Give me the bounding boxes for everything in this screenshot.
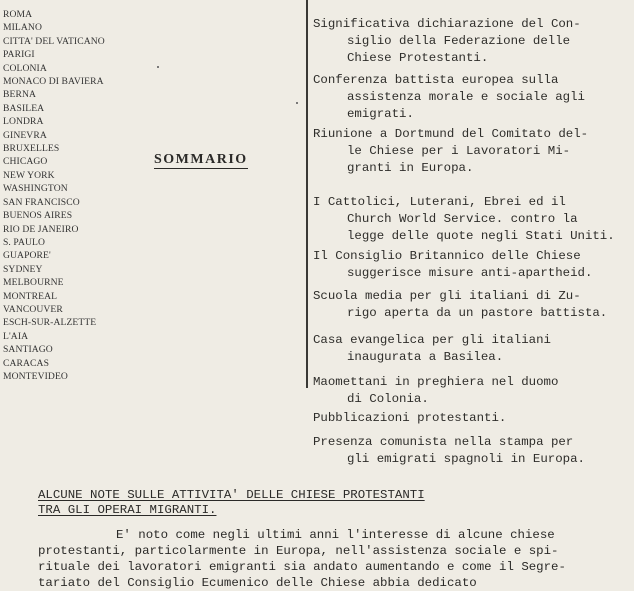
article-body-line: rituale dei lavoratori emigranti sia andato aumentando e come il Segre- <box>38 560 566 574</box>
city-item: SAN FRANCISCO <box>3 196 80 208</box>
city-item: GUAPORE' <box>3 250 51 262</box>
city-item: NEW YORK <box>3 169 55 181</box>
article-body-line: E' noto come negli ultimi anni l'interesse di alcune chiese <box>116 528 555 542</box>
summary-item <box>313 126 631 176</box>
city-list <box>3 8 105 383</box>
summary-item <box>313 248 631 282</box>
summary-item <box>313 434 631 468</box>
summary-line: Conferenza battista europea sulla <box>313 73 559 87</box>
sommario-heading: SOMMARIO <box>154 152 248 167</box>
city-item: MONACO DI BAVIERA <box>3 76 104 88</box>
city-item: MONTEVIDEO <box>3 370 68 382</box>
city-item: CITTA' DEL VATICANO <box>3 35 105 47</box>
summary-item <box>313 288 631 322</box>
city-item: S. PAULO <box>3 236 46 248</box>
article-body <box>38 527 634 591</box>
summary-line: Maomettani in preghiera nel duomo <box>313 375 559 389</box>
city-item: L'AIA <box>3 330 29 342</box>
city-item: MILANO <box>3 22 42 34</box>
summary-line: I Cattolici, Luterani, Ebrei ed il <box>313 195 566 209</box>
city-item: CARACAS <box>3 357 50 369</box>
summary-line: Scuola media per gli italiani di Zu- <box>313 289 581 303</box>
summary-line: Chiese Protestanti. <box>347 50 489 65</box>
city-item: BASILEA <box>3 102 45 114</box>
summary-line: granti in Europa. <box>347 160 474 175</box>
summary-line: Significativa dichiarazione del Con- <box>313 17 581 31</box>
city-item: PARIGI <box>3 49 35 61</box>
summary-line: Church World Service. contro la <box>347 211 578 226</box>
city-item: WASHINGTON <box>3 183 68 195</box>
summary-line: legge delle quote negli Stati Uniti. <box>347 228 615 243</box>
city-item: COLONIA <box>3 62 47 74</box>
article-title-line: ALCUNE NOTE SULLE ATTIVITA' DELLE CHIESE PROTESTANTI <box>38 488 425 502</box>
summary-line: siglio della Federazione delle <box>347 33 571 48</box>
summary-line: inaugurata a Basilea. <box>347 349 504 364</box>
paper-speck <box>157 66 159 68</box>
summary-item <box>313 332 631 366</box>
summary-line: le Chiese per i Lavoratori Mi- <box>347 143 571 158</box>
city-item: GINEVRA <box>3 129 47 141</box>
city-item: BRUXELLES <box>3 143 60 155</box>
column-divider <box>306 0 308 388</box>
summary-line: Presenza comunista nella stampa per <box>313 435 574 449</box>
summary-line: Il Consiglio Britannico delle Chiese <box>313 249 581 263</box>
summary-item <box>313 72 631 122</box>
summary-item <box>313 410 631 427</box>
city-item: MELBOURNE <box>3 277 64 289</box>
city-item: ROMA <box>3 9 33 20</box>
article-body-line: tariato del Consiglio Ecumenico delle Chiese abbia dedicato <box>38 576 477 590</box>
city-item: VANCOUVER <box>3 303 63 315</box>
city-item: RIO DE JANEIRO <box>3 223 79 235</box>
article-title-line: TRA GLI OPERAI MIGRANTI. <box>38 503 217 517</box>
summary-line: gli emigrati spagnoli in Europa. <box>347 451 585 466</box>
summary-line: assistenza morale e sociale agli <box>347 89 585 104</box>
city-item: SYDNEY <box>3 263 43 275</box>
city-item: CHICAGO <box>3 156 48 168</box>
city-item: BUENOS AIRES <box>3 210 73 222</box>
summary-line: Pubblicazioni protestanti. <box>313 411 507 425</box>
city-item: SANTIAGO <box>3 344 53 356</box>
city-item: LONDRA <box>3 116 44 128</box>
city-item: MONTREAL <box>3 290 58 302</box>
summary-line: di Colonia. <box>347 391 429 406</box>
article-body-line: protestanti, particolarmente in Europa, nell'assistenza sociale e spi- <box>38 544 559 558</box>
city-item: ESCH-SUR-ALZETTE <box>3 317 97 329</box>
summary-item <box>313 16 631 66</box>
summary-line: Casa evangelica per gli italiani <box>313 333 551 347</box>
summary-line: suggerisce misure anti-apartheid. <box>347 265 593 280</box>
article-title <box>38 488 425 518</box>
summary-line: rigo aperta da un pastore battista. <box>347 305 608 320</box>
city-item: BERNA <box>3 89 37 101</box>
summary-line: Riunione a Dortmund del Comitato del- <box>313 127 589 141</box>
summary-item <box>313 374 631 408</box>
summary-line: emigrati. <box>347 106 414 121</box>
summary-item <box>313 194 631 244</box>
paper-speck <box>296 102 298 104</box>
